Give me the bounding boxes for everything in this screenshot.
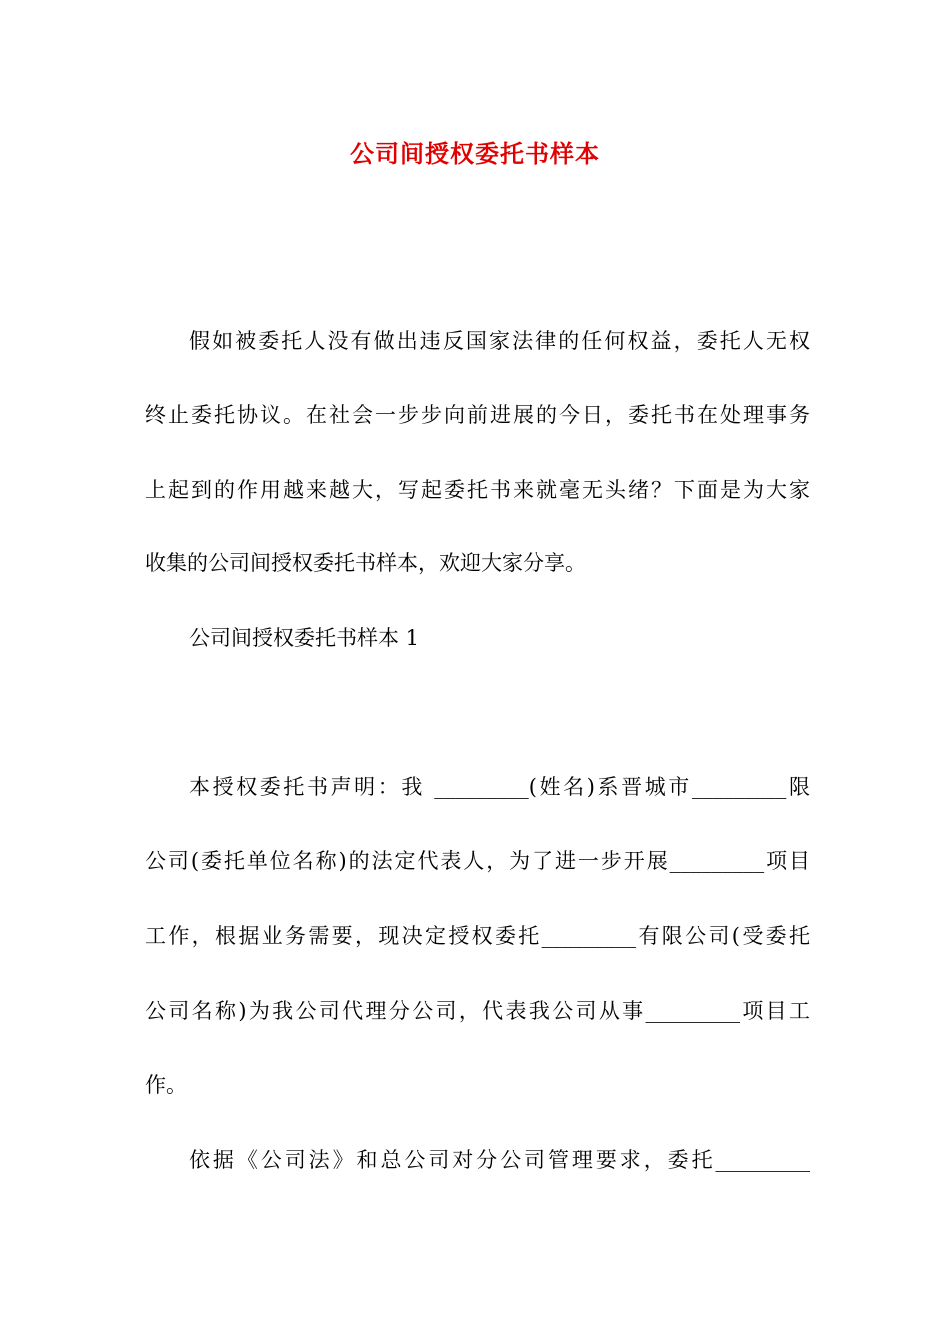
- intro-line-3: 上起到的作用越来越大，写起委托书来就毫无头绪？下面是为大家: [145, 478, 810, 502]
- declaration-line-1: 本授权委托书声明：我 _________(姓名)系晋城市_________限: [189, 775, 810, 799]
- intro-line-2: 终止委托协议。在社会一步步向前进展的今日，委托书在处理事务: [145, 403, 810, 427]
- intro-line-1: 假如被委托人没有做出违反国家法律的任何权益，委托人无权: [189, 329, 810, 353]
- declaration-line-4: 公司名称)为我公司代理分公司，代表我公司从事_________项目工: [145, 999, 810, 1023]
- intro-line-4: 收集的公司间授权委托书样本，欢迎大家分享。: [145, 551, 586, 575]
- declaration-line-2: 公司(委托单位名称)的法定代表人，为了进一步开展_________项目: [145, 849, 810, 873]
- basis-line: 依据《公司法》和总公司对分公司管理要求，委托_________: [189, 1148, 810, 1172]
- declaration-line-3: 工作，根据业务需要，现决定授权委托_________有限公司(受委托: [145, 924, 810, 948]
- document-title: 公司间授权委托书样本: [350, 139, 600, 168]
- section-heading: 公司间授权委托书样本 1: [189, 626, 420, 650]
- declaration-line-5: 作。: [145, 1073, 187, 1097]
